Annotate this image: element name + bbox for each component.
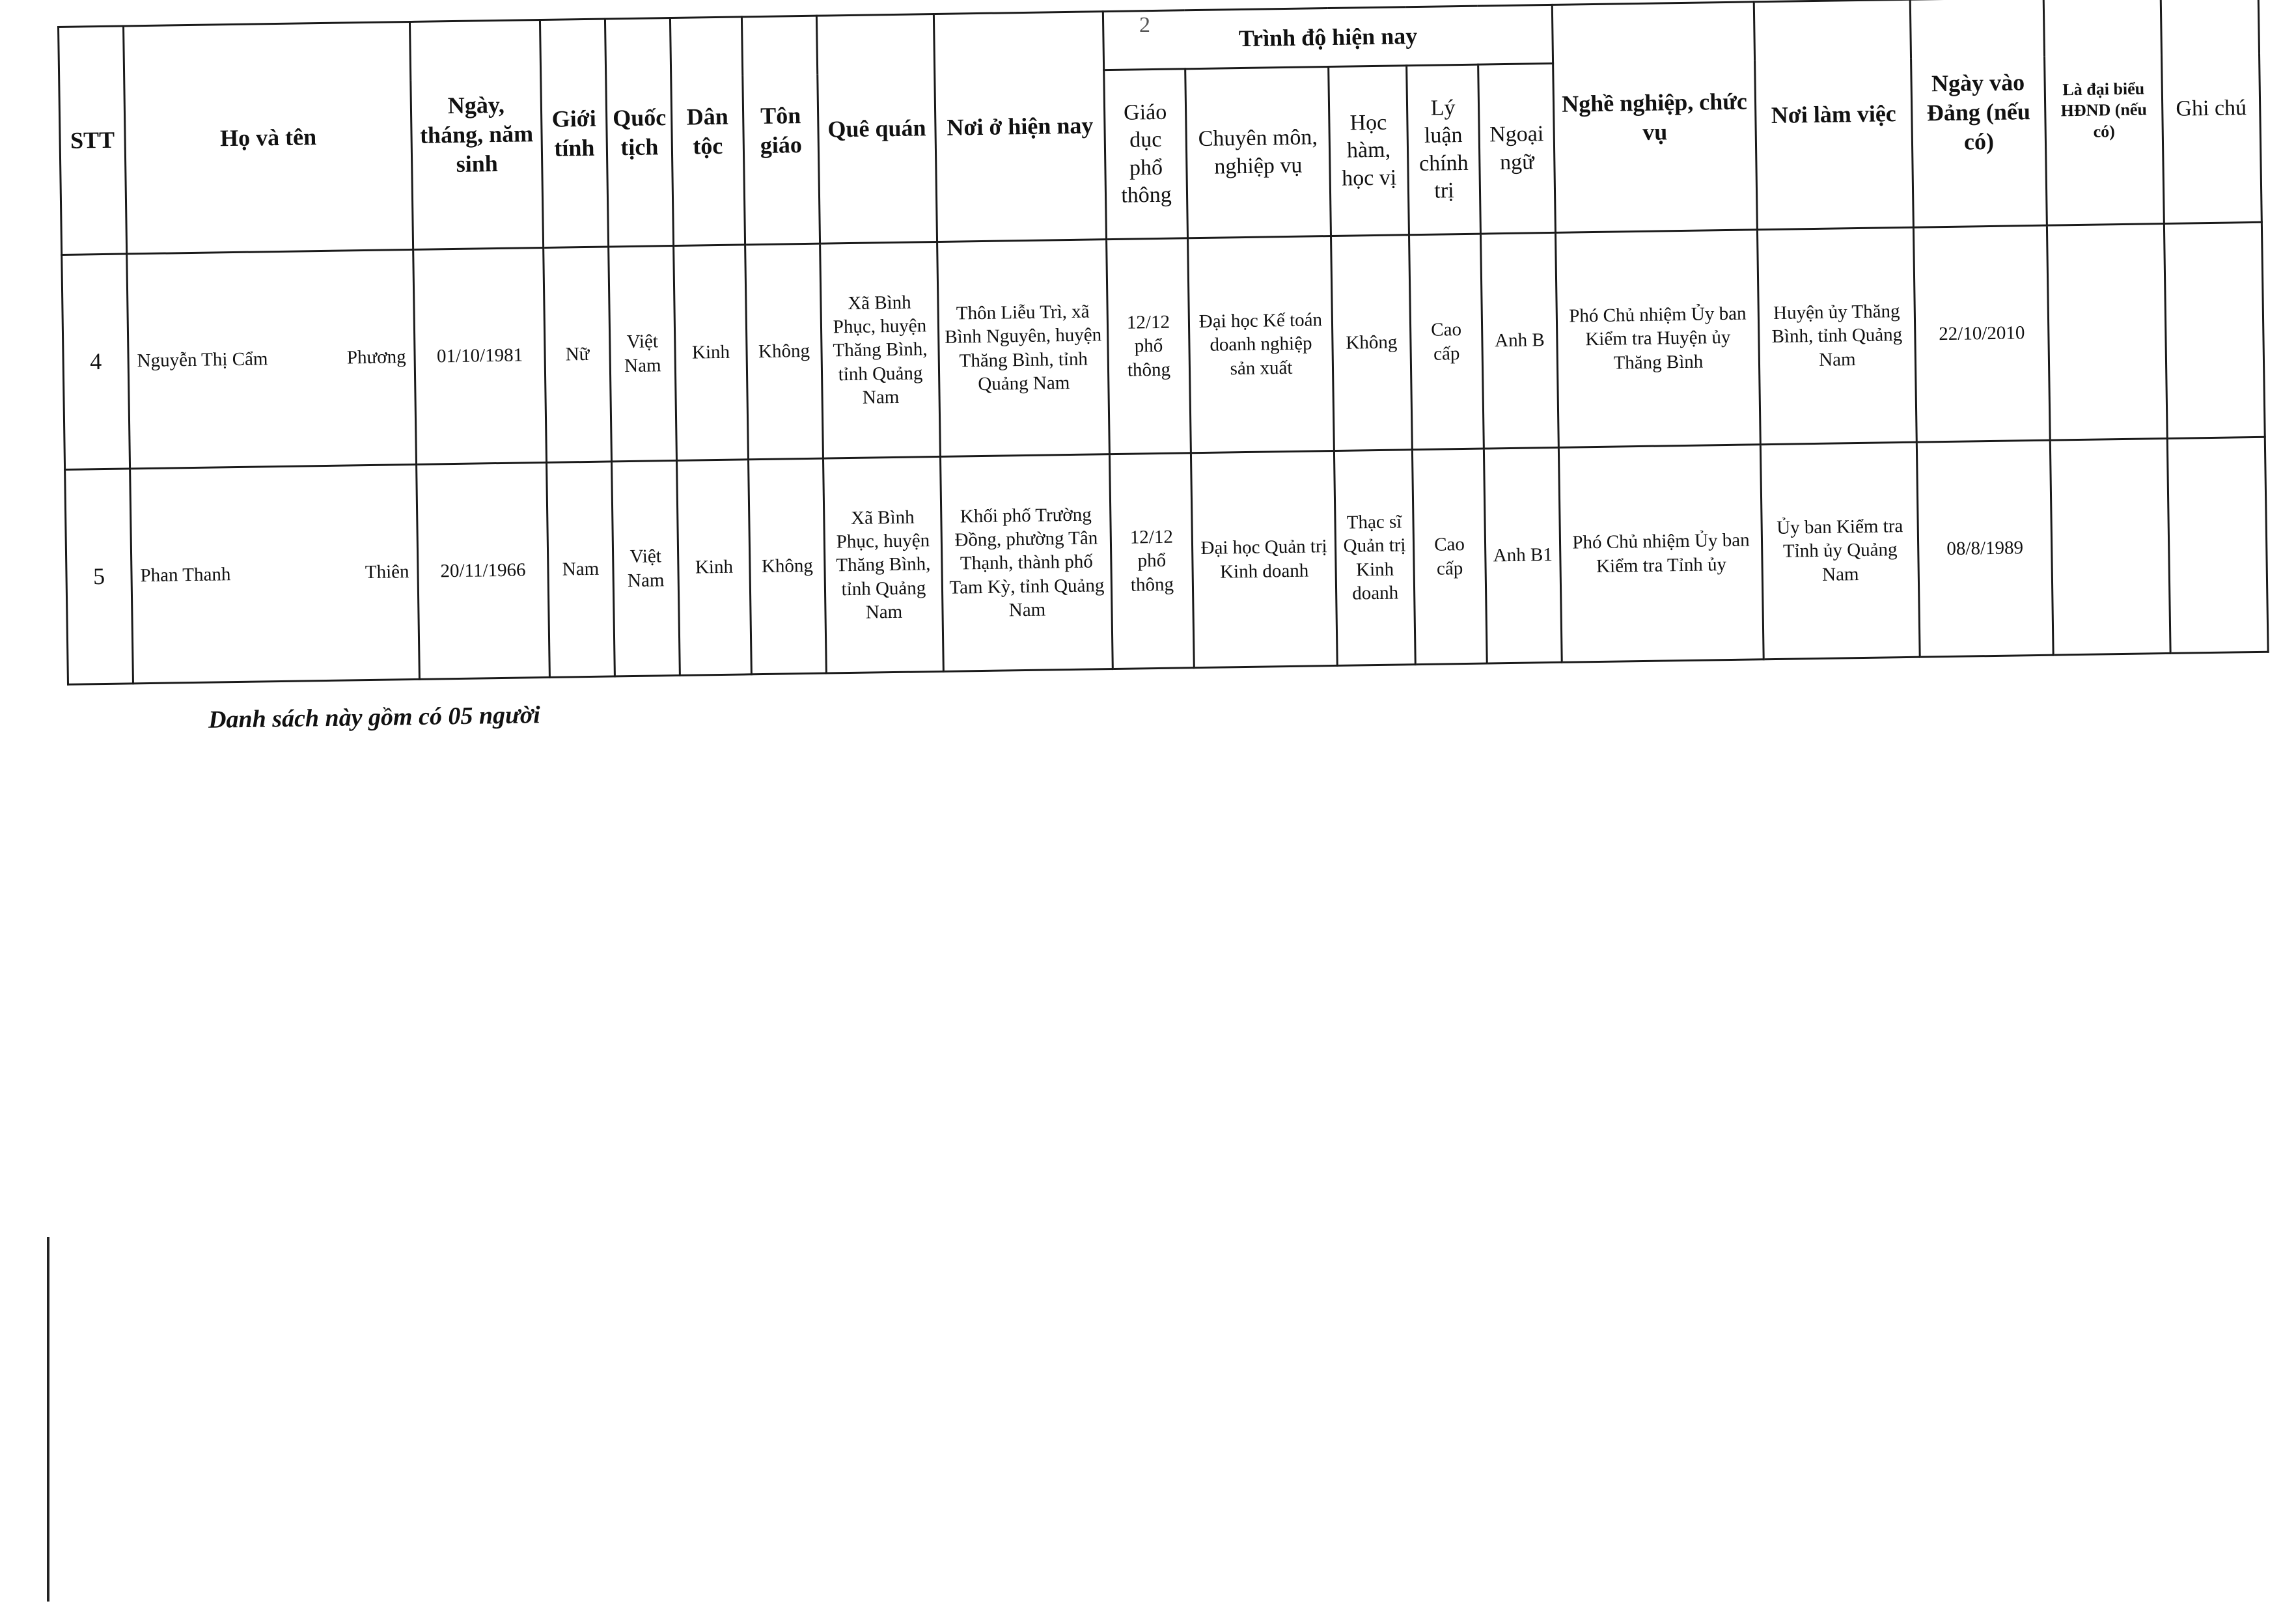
cell-ghi-chu — [2167, 437, 2268, 653]
candidate-table-sheet — [57, 0, 2267, 716]
header-ho-ten: Họ và tên — [124, 21, 413, 253]
cell-dan-toc: Kinh — [674, 245, 749, 461]
cell-chuyen-mon: Đại học Kế toán doanh nghiệp sản xuất — [1188, 236, 1335, 453]
cell-stt: 5 — [65, 469, 133, 684]
cell-nghe-nghiep: Phó Chủ nhiệm Ủy ban Kiểm tra Huyện ủy Thăng Bình — [1555, 230, 1760, 448]
cell-ten: Thiên — [365, 561, 409, 583]
cell-ngay-sinh: 20/11/1966 — [417, 462, 550, 679]
table-row — [65, 437, 2269, 684]
cell-gioi-tinh: Nam — [547, 462, 615, 677]
header-que-quan: Quê quán — [816, 14, 937, 244]
header-hoc-ham: Học hàm, học vị — [1329, 66, 1409, 236]
cell-ho-dem: Nguyễn Thị Cẩm — [137, 348, 268, 372]
header-noi-o: Nơi ở hiện nay — [934, 12, 1106, 242]
header-gioi-tinh: Giới tính — [540, 19, 608, 247]
cell-ghi-chu — [2164, 222, 2265, 438]
cell-noi-lam-viec: Ủy ban Kiểm tra Tỉnh ủy Quảng Nam — [1760, 442, 1920, 659]
header-ngoai-ngu: Ngoại ngữ — [1478, 63, 1556, 234]
header-noi-lam-viec: Nơi làm việc — [1754, 0, 1913, 230]
header-dan-toc: Dân tộc — [670, 17, 745, 246]
header-ngay-vao-dang: Ngày vào Đảng (nếu có) — [1910, 0, 2047, 227]
cell-dai-bieu — [2050, 438, 2170, 655]
cell-noi-o: Thôn Liễu Trì, xã Bình Nguyên, huyện Thăng Bình, tỉnh Quảng Nam — [937, 240, 1110, 457]
cell-ho-dem: Phan Thanh — [140, 564, 231, 587]
cell-hoc-ham: Thạc sĩ Quản trị Kinh doanh — [1334, 450, 1415, 666]
cell-quoc-tich: Việt Nam — [612, 460, 680, 676]
header-ghi-chu: Ghi chú — [2161, 0, 2261, 224]
cell-ton-giao: Không — [748, 458, 826, 674]
summary-note: Danh sách này gồm có 05 người — [208, 701, 541, 734]
header-nghe-nghiep: Nghề nghiệp, chức vụ — [1552, 2, 1757, 233]
cell-giao-duc: 12/12 phổ thông — [1107, 238, 1191, 454]
cell-noi-o: Khối phố Trường Đồng, phường Tân Thạnh, thành phố Tam Kỳ, tỉnh Quảng Nam — [940, 454, 1113, 672]
cell-ngay-vao-dang: 22/10/2010 — [1913, 225, 2050, 442]
cell-quoc-tich: Việt Nam — [609, 245, 677, 461]
cell-ho-ten — [127, 249, 417, 468]
header-ton-giao: Tôn giáo — [741, 16, 820, 245]
cell-ngay-sinh: 01/10/1981 — [413, 247, 547, 464]
cell-dan-toc: Kinh — [677, 460, 752, 676]
margin-rule — [47, 1237, 49, 1602]
header-ngay-sinh: Ngày, tháng, năm sinh — [409, 20, 543, 249]
cell-hoc-ham: Không — [1331, 235, 1412, 451]
page-number: 2 — [1139, 13, 1150, 37]
header-dai-bieu: Là đại biểu HĐND (nếu có) — [2043, 0, 2164, 225]
cell-nghe-nghiep: Phó Chủ nhiệm Ủy ban Kiểm tra Tỉnh ủy — [1558, 445, 1763, 663]
header-quoc-tich: Quốc tịch — [605, 18, 673, 247]
cell-stt: 4 — [62, 254, 130, 469]
header-ly-luan: Lý luận chính trị — [1407, 64, 1481, 235]
cell-gioi-tinh: Nữ — [544, 247, 612, 462]
candidate-table — [57, 0, 2269, 686]
header-trinh-do: Trình độ hiện nay — [1103, 5, 1553, 70]
cell-que-quan: Xã Bình Phục, huyện Thăng Bình, tỉnh Quảng Nam — [823, 456, 943, 673]
table-row — [62, 222, 2265, 469]
cell-noi-lam-viec: Huyện ủy Thăng Bình, tỉnh Quảng Nam — [1757, 227, 1916, 445]
header-chuyen-mon: Chuyên môn, nghiệp vụ — [1185, 67, 1331, 238]
cell-giao-duc: 12/12 phổ thông — [1109, 453, 1194, 669]
cell-ton-giao: Không — [745, 243, 823, 460]
cell-ho-ten — [130, 464, 420, 683]
cell-dai-bieu — [2047, 224, 2167, 441]
cell-chuyen-mon: Đại học Quản trị Kinh doanh — [1191, 451, 1337, 667]
cell-ly-luan: Cao cấp — [1412, 449, 1487, 665]
cell-ngay-vao-dang: 08/8/1989 — [1916, 440, 2053, 657]
header-giao-duc: Giáo dục phổ thông — [1104, 69, 1188, 240]
header-stt: STT — [59, 26, 127, 255]
cell-ngoai-ngu: Anh B1 — [1484, 447, 1562, 663]
cell-ten: Phương — [346, 346, 406, 368]
cell-ly-luan: Cao cấp — [1409, 234, 1484, 450]
cell-ngoai-ngu: Anh B — [1480, 232, 1558, 449]
cell-que-quan: Xã Bình Phục, huyện Thăng Bình, tỉnh Quảng Nam — [820, 242, 941, 458]
